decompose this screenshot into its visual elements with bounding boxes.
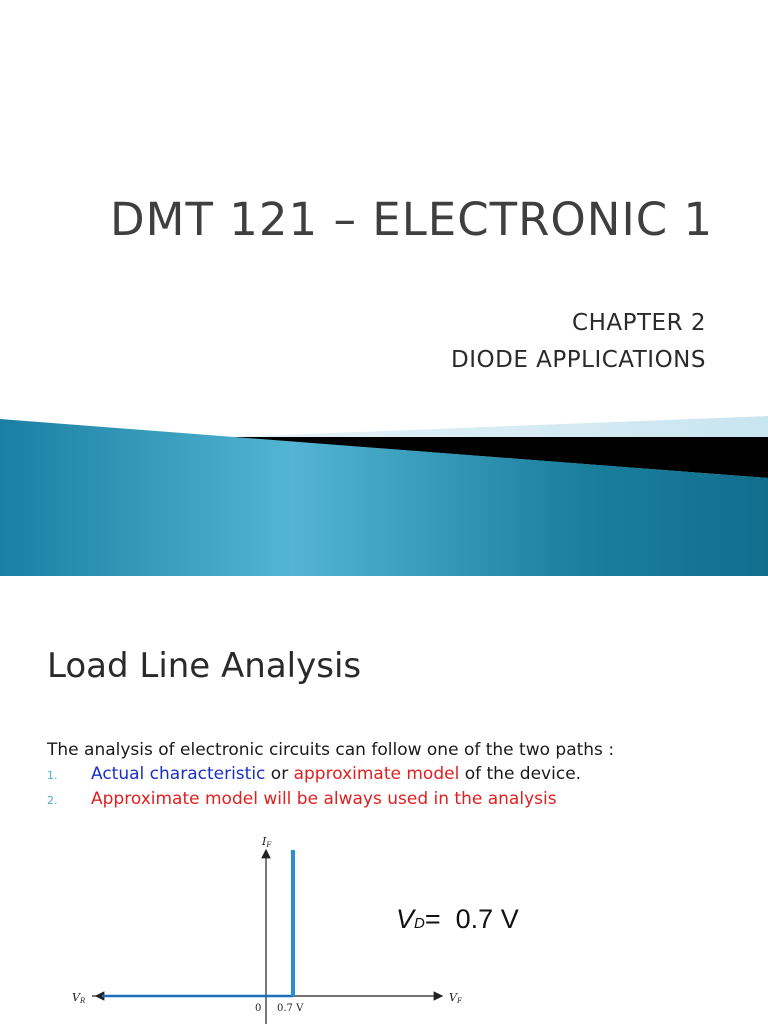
section-title: Load Line Analysis [47, 646, 362, 686]
list-item-text [91, 762, 581, 787]
x-axis-negative-label: VR [72, 991, 86, 1005]
banner-pale-stripe [230, 416, 768, 437]
formula-symbol: V [396, 904, 415, 934]
decorative-banner [0, 400, 768, 576]
subtitle [451, 305, 706, 379]
content-slide [0, 576, 768, 1024]
intro-text: The analysis of electronic circuits can follow one of the two paths : [47, 740, 615, 760]
formula-subscript: D [414, 915, 425, 932]
diode-voltage-formula [396, 904, 519, 935]
formula-value: 0.7 V [455, 904, 519, 934]
list-number: 2. [47, 794, 58, 807]
actual-characteristic-text: Actual characteristic [91, 764, 266, 784]
approximate-model-text: approximate model [293, 764, 460, 784]
list-item-text: Approximate model will be always used in the analysis [91, 789, 557, 809]
y-axis-label: IF [262, 835, 272, 849]
of-device-text: of the device. [459, 764, 582, 784]
main-title: DMT 121 – ELECTRONIC 1 [110, 193, 714, 246]
or-text: or [265, 764, 294, 784]
origin-label: 0 [255, 1003, 262, 1014]
chapter-label: CHAPTER 2 [572, 310, 706, 336]
knee-voltage-label: 0.7 V [277, 1003, 304, 1014]
topic-label: DIODE APPLICATIONS [451, 347, 706, 373]
list-number: 1. [47, 769, 58, 782]
x-axis-positive-label: VF [449, 991, 462, 1005]
formula-equals: = [424, 904, 441, 934]
